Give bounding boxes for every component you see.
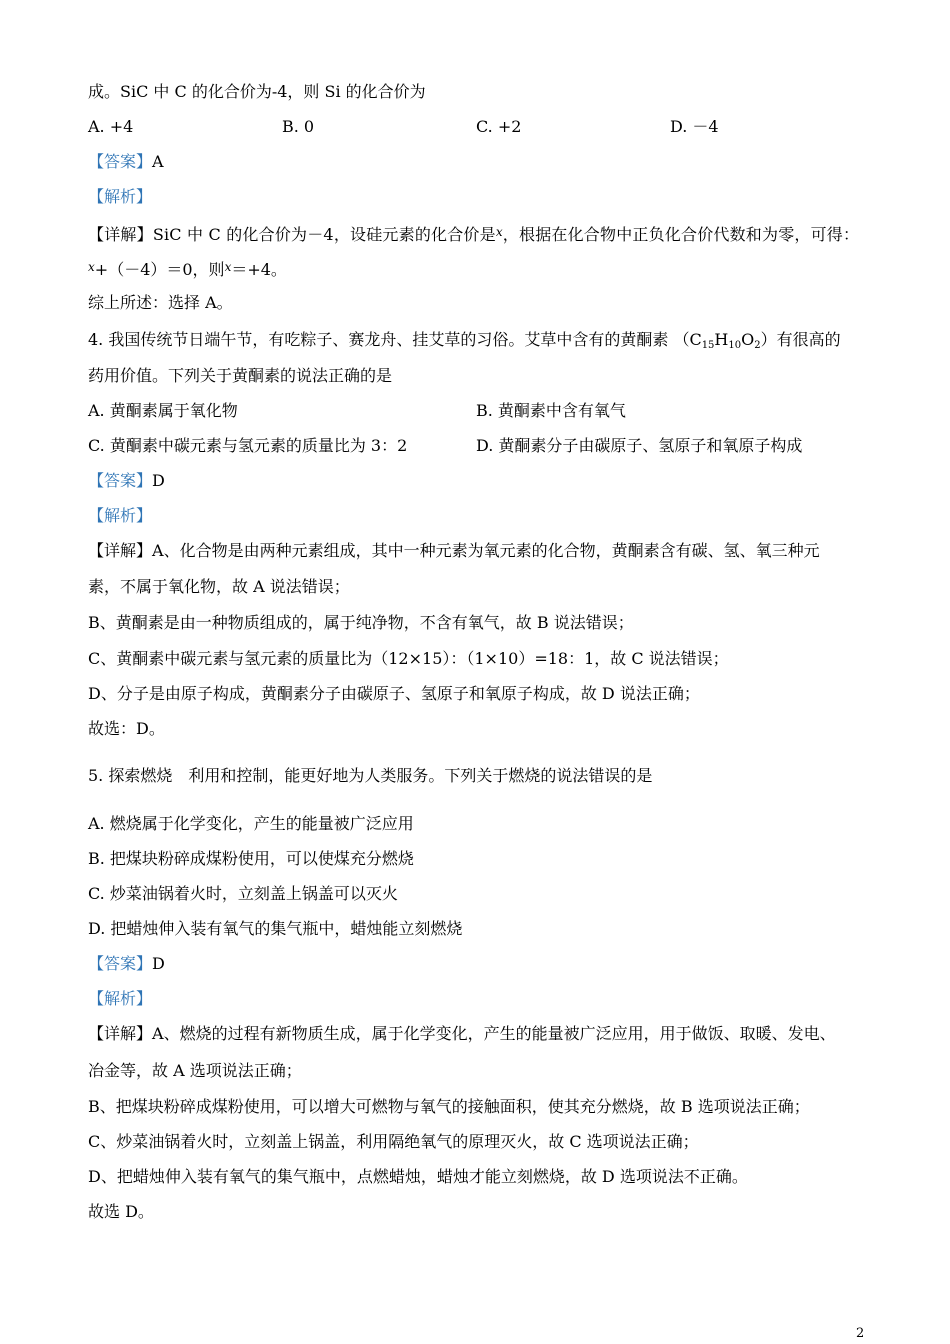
q4-option-b: B. 黄酮素中含有氧气	[476, 401, 626, 420]
variable-x: x	[88, 260, 95, 274]
q3-option-b: B. 0	[282, 117, 315, 136]
q3-detail-line-1: 【详解】SiC 中 C 的化合价为－4，设硅元素的化合价是$^x$，根据在化合物中正负化合价代数和为零，可得：	[88, 225, 860, 244]
q3-option-a: A. +4	[88, 117, 134, 136]
answer-tag: 【答案】	[88, 152, 153, 171]
q4-stem-line-1: 4. 我国传统节日端午节，有吃粽子、赛龙舟、挂艾草的习俗。艾草中含有的黄酮素 $(C_{15}H_{10}O_2)$有很高的	[88, 330, 841, 351]
detail-tag: 【详解】	[88, 225, 153, 244]
q4-detail-line-2: 素，不属于氧化物，故 A 说法错误；	[88, 577, 350, 596]
q5-answer	[88, 954, 165, 974]
answer-tag: 【答案】	[88, 954, 153, 973]
q5-option-a: A. 燃烧属于化学变化，产生的能量被广泛应用	[88, 814, 414, 833]
q3-stem-tail: 成。SiC 中 C 的化合价为-4，则 Si 的化合价为	[88, 82, 426, 101]
q4-analysis-tag: 【解析】	[88, 506, 153, 525]
q4-option-a: A. 黄酮素属于氧化物	[88, 401, 238, 420]
answer-value: A	[152, 152, 164, 171]
q5-stem: 5. 探索燃烧 利用和控制，能更好地为人类服务。下列关于燃烧的说法错误的是	[88, 766, 653, 785]
q3-detail-line-2: $^x$+（－4）＝0，则$^x$＝+4。	[88, 260, 287, 279]
page-number: 2	[856, 1326, 865, 1341]
q5-option-b: B. 把煤块粉碎成煤粉使用，可以使煤充分燃烧	[88, 849, 414, 868]
answer-value: D	[152, 471, 165, 490]
q3-analysis-tag: 【解析】	[88, 187, 153, 206]
q5-detail-line-2: 冶金等，故 A 选项说法正确；	[88, 1061, 302, 1080]
q3-option-c: C. +2	[476, 117, 522, 136]
q4-conclusion: 故选：D。	[88, 719, 165, 738]
q4-detail-line-3: B、黄酮素是由一种物质组成的，属于纯净物，不含有氧气，故 B 说法错误；	[88, 613, 634, 632]
q3-summary: 综上所述：选择 A。	[88, 293, 233, 312]
q4-answer	[88, 471, 165, 491]
q4-detail-line-4: C、黄酮素中碳元素与氢元素的质量比为（12×15）：（1×10）=18：1，故 C 说法错误；	[88, 649, 729, 668]
q4-detail-line-5: D、分子是由原子构成，黄酮素分子由碳原子、氢原子和氧原子构成，故 D 说法正确；	[88, 684, 700, 703]
q5-option-c: C. 炒菜油锅着火时，立刻盖上锅盖可以灭火	[88, 884, 398, 903]
answer-value: D	[152, 954, 165, 973]
q5-detail-line-4: C、炒菜油锅着火时，立刻盖上锅盖，利用隔绝氧气的原理灭火，故 C 选项说法正确；	[88, 1132, 699, 1151]
q5-option-d: D. 把蜡烛伸入装有氧气的集气瓶中，蜡烛能立刻燃烧	[88, 919, 463, 938]
q5-analysis-tag: 【解析】	[88, 989, 153, 1008]
q4-stem-line-2: 药用价值。下列关于黄酮素的说法正确的是	[88, 366, 393, 385]
q4-option-d: D. 黄酮素分子由碳原子、氢原子和氧原子构成	[476, 436, 803, 455]
detail-tag: 【详解】	[88, 541, 153, 560]
q5-detail-line-3: B、把煤块粉碎成煤粉使用，可以增大可燃物与氧气的接触面积，使其充分燃烧，故 B 选项说法正确；	[88, 1097, 810, 1116]
q3-option-d: D. －4	[670, 117, 719, 136]
q3-answer	[88, 152, 164, 172]
variable-x: x	[224, 260, 232, 274]
answer-tag: 【答案】	[88, 471, 153, 490]
variable-x: x	[495, 225, 503, 239]
q5-detail-line-5: D、把蜡烛伸入装有氧气的集气瓶中，点燃蜡烛，蜡烛才能立刻燃烧，故 D 选项说法不正确。	[88, 1167, 748, 1186]
detail-tag: 【详解】	[88, 1024, 153, 1043]
q5-detail-line-1: 【详解】A、燃烧的过程有新物质生成，属于化学变化，产生的能量被广泛应用，用于做饭、取暖、发电、	[88, 1024, 836, 1043]
q5-conclusion: 故选 D。	[88, 1202, 154, 1221]
q4-option-c: C. 黄酮素中碳元素与氢元素的质量比为 3：2	[88, 436, 408, 455]
q4-detail-line-1: 【详解】A、化合物是由两种元素组成，其中一种元素为氧元素的化合物，黄酮素含有碳、氢、氧三种元	[88, 541, 820, 560]
